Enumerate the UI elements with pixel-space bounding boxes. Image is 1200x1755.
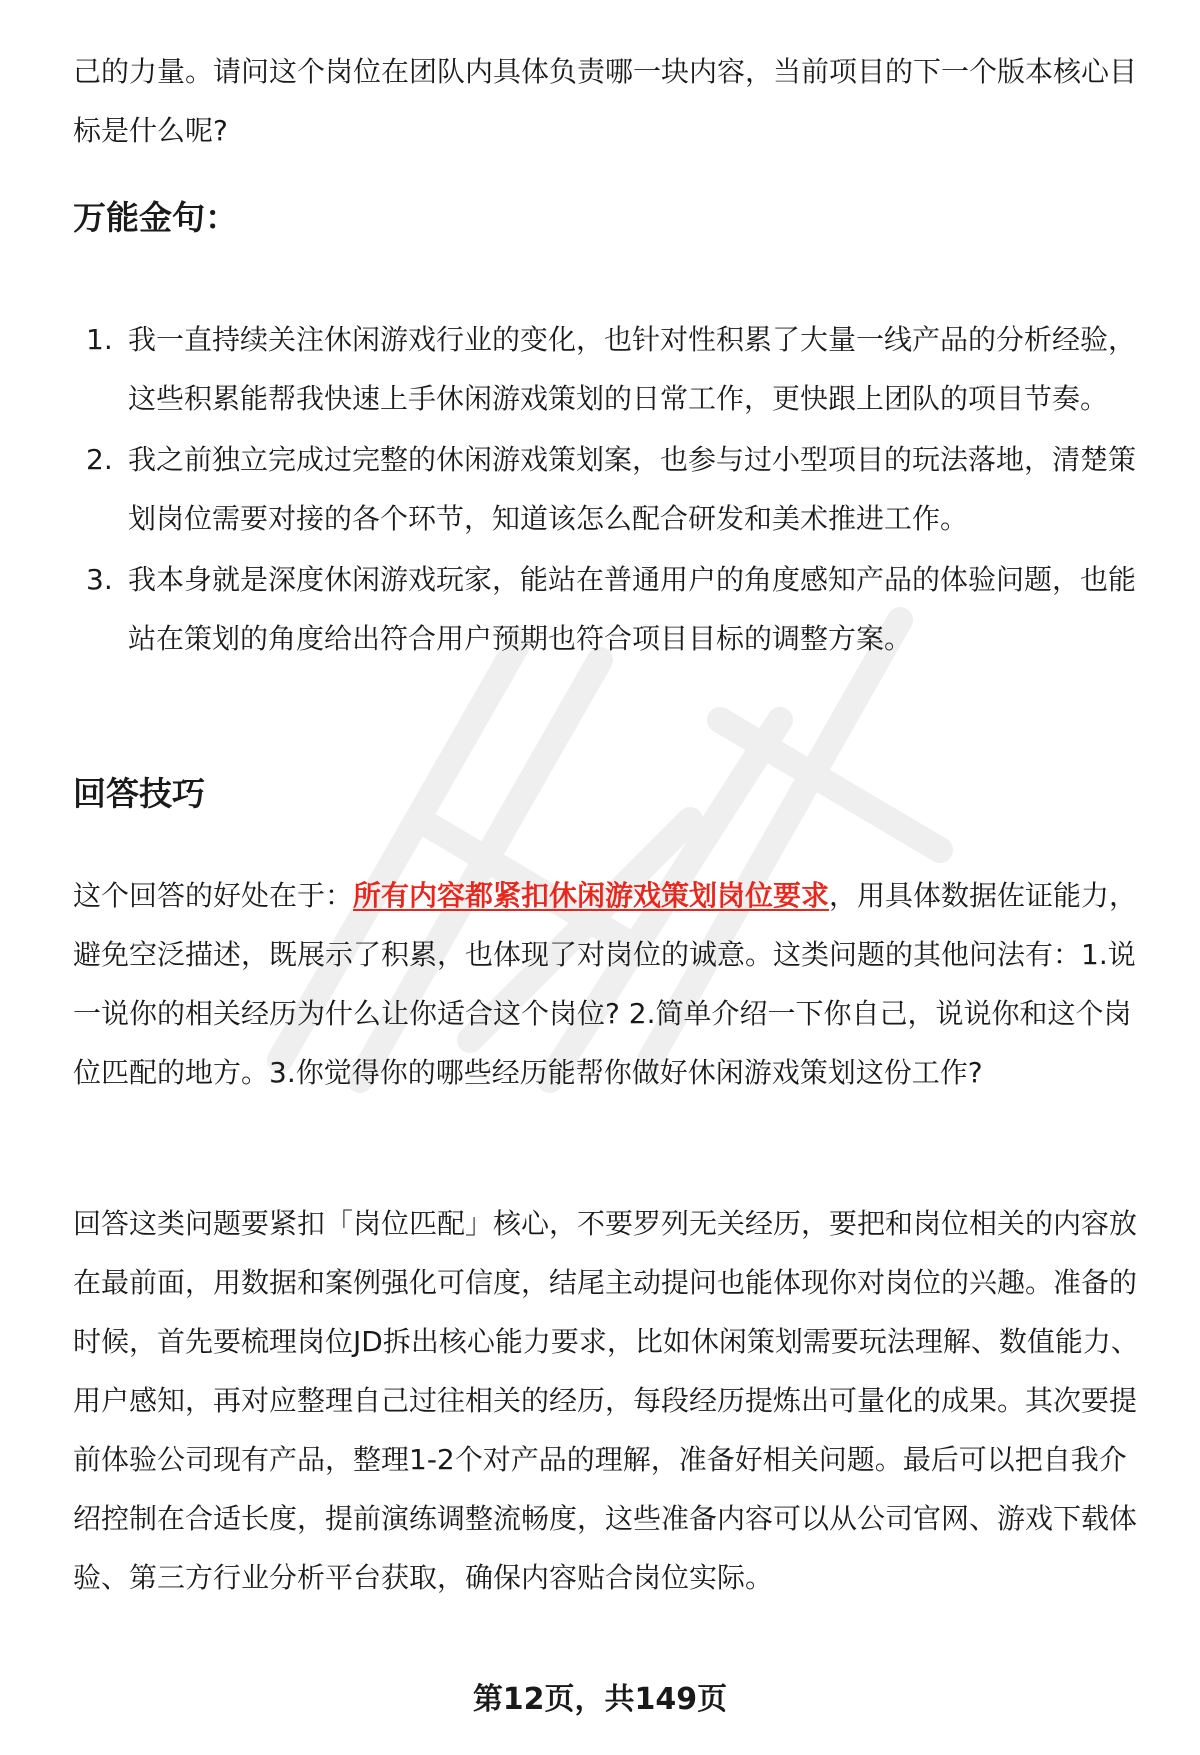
list-item-number: 1. xyxy=(86,323,113,356)
tips-prefix: 这个回答的好处在于： xyxy=(73,879,354,912)
tips-paragraph-2: 回答这类问题要紧扣「岗位匹配」核心，不要罗列无关经历，要把和岗位相关的内容放在最前面，用数据和案例强化可信度，结尾主动提问也能体现你对岗位的兴趣。准备的时候，首先要梳理岗位JD拆出核心能力要求，比如休闲策划需要玩法理解、数值能力、用户感知，再对应整理自己过往相关的经历，每段经历提炼出可量化的成果。其次要提前体验公司现有产品，整理1-2个对产品的理解，准备好相关问题。最后可以把自我介绍控制在合适长度，提前演练调整流畅度，这些准备内容可以从公司官网、游戏下载体验、第三方行业分析平台获取，确保内容贴合岗位实际。 xyxy=(73,1207,1139,1594)
golden-sentences-heading: 万能金句： xyxy=(73,198,238,237)
page-number: 第12页，共149页 xyxy=(472,1682,728,1717)
tips-paragraph-1 xyxy=(73,866,1153,1102)
list-item-text: 我一直持续关注休闲游戏行业的变化，也针对性积累了大量一线产品的分析经验，这些积累能帮我快速上手休闲游戏策划的日常工作，更快跟上团队的项目节奏。 xyxy=(128,323,1137,415)
intro-paragraph: 己的力量。请问这个岗位在团队内具体负责哪一块内容，当前项目的下一个版本核心目标是什么呢? xyxy=(73,55,1138,147)
list-item xyxy=(73,310,1153,428)
answer-tips-heading: 回答技巧 xyxy=(73,774,205,813)
list-item xyxy=(73,550,1153,668)
list-item-number: 2. xyxy=(86,443,113,476)
golden-sentences-list xyxy=(73,310,1153,670)
list-item-text: 我本身就是深度休闲游戏玩家，能站在普通用户的角度感知产品的体验问题，也能站在策划的角度给出符合用户预期也符合项目目标的调整方案。 xyxy=(128,563,1137,655)
list-item-number: 3. xyxy=(86,563,113,596)
highlight-text: 所有内容都紧扣休闲游戏策划岗位要求 xyxy=(353,879,830,912)
list-item xyxy=(73,430,1153,548)
list-item-text: 我之前独立完成过完整的休闲游戏策划案，也参与过小型项目的玩法落地，清楚策划岗位需要对接的各个环节，知道该怎么配合研发和美术推进工作。 xyxy=(128,443,1137,535)
tips-rest: ，用具体数据佐证能力，避免空泛描述，既展示了积累，也体现了对岗位的诚意。这类问题的其他问法有：1.说一说你的相关经历为什么让你适合这个岗位? 2.简单介绍一下你自己，说说你和这个岗位匹配的地方。3.你觉得你的哪些经历能帮你做好休闲游戏策划这份工作? xyxy=(73,879,1138,1089)
